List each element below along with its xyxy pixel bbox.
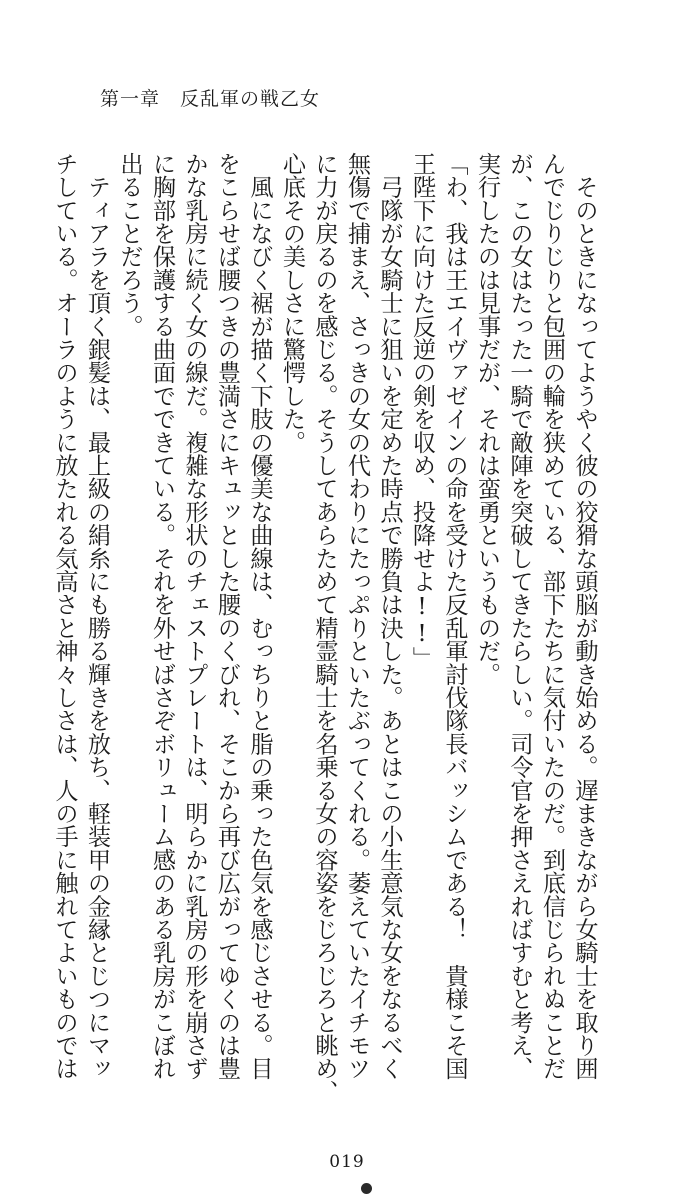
text-column-1: そのときになってようやく彼の狡猾な頭脳が動き始める。遅まきながら女騎士を取り囲 — [571, 152, 598, 1080]
folio-dot-ornament — [361, 1183, 372, 1194]
text-column-5: 「わ、我は王エイヴァゼインの命を受けた反乱軍討伐隊長バッシムである！ 貴様こそ国 — [441, 152, 468, 1080]
text-column-10: 心底その美しさに驚愕した。 — [278, 152, 306, 454]
text-column-16: ティアラを頂く銀髪は、最上級の絹糸にも勝る輝きを放ち、軽装甲の金縁とじつにマッ — [83, 152, 111, 1080]
text-column-9: に力が戻るのを感じる。そうしてあらためて精霊騎士を名乗る女の容姿をじろじろと眺め、 — [311, 152, 338, 1104]
text-column-3: が、この女はたった一騎で敵陣を突破してきたらしい。司令官を押さえればすむと考え、 — [506, 152, 533, 1080]
main-text-block — [48, 152, 601, 1152]
text-column-14: に胸部を保護する曲面でできている。それを外せばさぞボリューム感のある乳房がこぼれ — [148, 152, 176, 1080]
text-column-2: んでじりじりと包囲の輪を狭めている、部下たちに気付いたのだ。到底信じられぬことだ — [538, 152, 566, 1080]
text-column-4: 実行したのは見事だが、それは蛮勇というものだ。 — [473, 152, 501, 686]
page-number: 019 — [329, 1152, 365, 1172]
running-head-title: 第一章 反乱軍の戦乙女 — [100, 88, 321, 110]
text-column-6: 王陛下に向けた反逆の剣を収め、投降せよ!!」 — [408, 152, 436, 670]
text-column-7: 弓隊が女騎士に狙いを定めた時点で勝負は決した。あとはこの小生意気な女をなるべく — [376, 152, 403, 1080]
text-column-12: をこらせば腰つきの豊満さにキュッとした腰のくびれ、そこから再び広がってゆくのは豊 — [213, 152, 241, 1080]
text-column-13: かな乳房に続く女の線だ。複雑な形状のチェストプレートは、明らかに乳房の形を崩さず — [181, 152, 208, 1080]
text-column-17: チしている。オーラのように放たれる気高さと神々しさは、人の手に触れてよいものでは — [51, 152, 78, 1080]
text-column-11: 風になびく裾が描く下肢の優美な曲線は、むっちりと脂の乗った色気を感じさせる。目 — [246, 152, 273, 1081]
text-column-8: 無傷で捕まえ、さっきの女の代わりにたっぷりといたぶってくれる。萎えていたイチモツ — [343, 152, 371, 1080]
text-column-15: 出ることだろう。 — [116, 152, 143, 338]
